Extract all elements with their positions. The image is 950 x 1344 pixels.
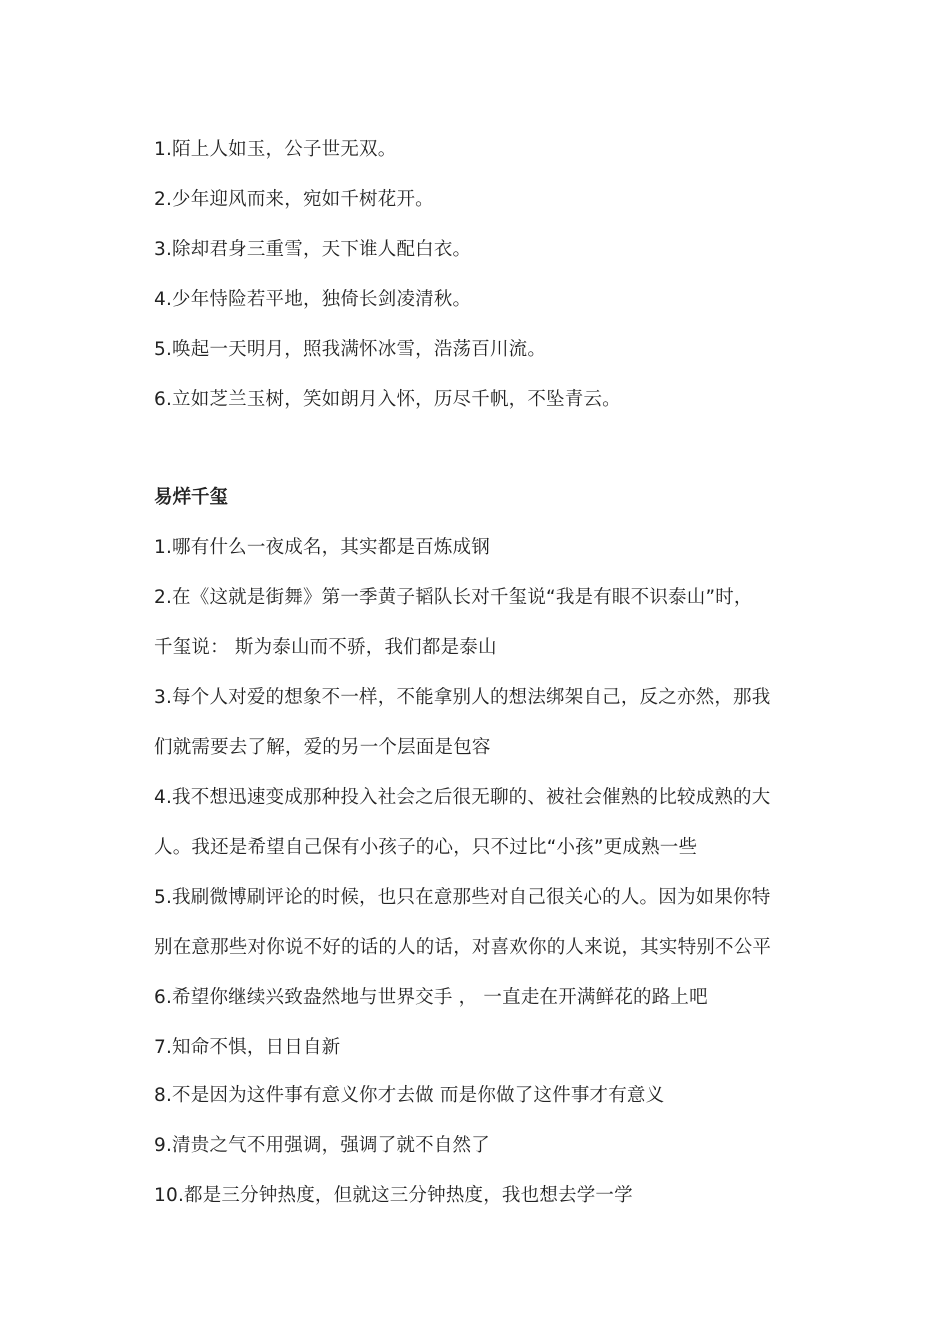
quote-line: 1.哪有什么一夜成名，其实都是百炼成钢 [154, 537, 490, 558]
quote-line: 3.每个人对爱的想象不一样，不能拿别人的想法绑架自己，反之亦然，那我 [154, 687, 771, 708]
quote-line: 6.希望你继续兴致盎然地与世界交手 ， 一直走在开满鲜花的路上吧 [154, 987, 708, 1008]
quote-line: 们就需要去了解，爱的另一个层面是包容 [154, 737, 491, 758]
quote-line: 6.立如芝兰玉树，笑如朗月入怀，历尽千帆，不坠青云。 [154, 389, 621, 410]
quote-line: 3.除却君身三重雪，天下谁人配白衣。 [154, 239, 472, 260]
quote-line: 5.我刷微博刷评论的时候，也只在意那些对自己很关心的人。因为如果你特 [154, 887, 771, 908]
quote-line: 7.知命不惧，日日自新 [154, 1037, 341, 1058]
section-heading: 易烊千玺 [154, 487, 229, 508]
quote-line: 10.都是三分钟热度，但就这三分钟热度，我也想去学一学 [154, 1185, 633, 1206]
quote-line: 4.我不想迅速变成那种投入社会之后很无聊的、被社会催熟的比较成熟的大 [154, 787, 771, 808]
quote-line: 8.不是因为这件事有意义你才去做 而是你做了这件事才有意义 [154, 1085, 665, 1106]
quote-line: 人。我还是希望自己保有小孩子的心，只不过比“小孩”更成熟一些 [154, 837, 698, 858]
quote-line: 别在意那些对你说不好的话的人的话，对喜欢你的人来说，其实特别不公平 [154, 937, 772, 958]
quote-line: 4.少年恃险若平地，独倚长剑凌清秋。 [154, 289, 472, 310]
quote-line: 千玺说： 斯为泰山而不骄，我们都是泰山 [154, 637, 497, 658]
quote-line: 2.少年迎风而来，宛如千树花开。 [154, 189, 434, 210]
quote-line: 5.唤起一天明月，照我满怀冰雪，浩荡百川流。 [154, 339, 547, 360]
quote-line: 1.陌上人如玉，公子世无双。 [154, 139, 397, 160]
quote-line: 9.清贵之气不用强调，强调了就不自然了 [154, 1135, 490, 1156]
quote-line: 2.在《这就是街舞》第一季黄子韬队长对千玺说“我是有眼不识泰山”时， [154, 587, 753, 608]
